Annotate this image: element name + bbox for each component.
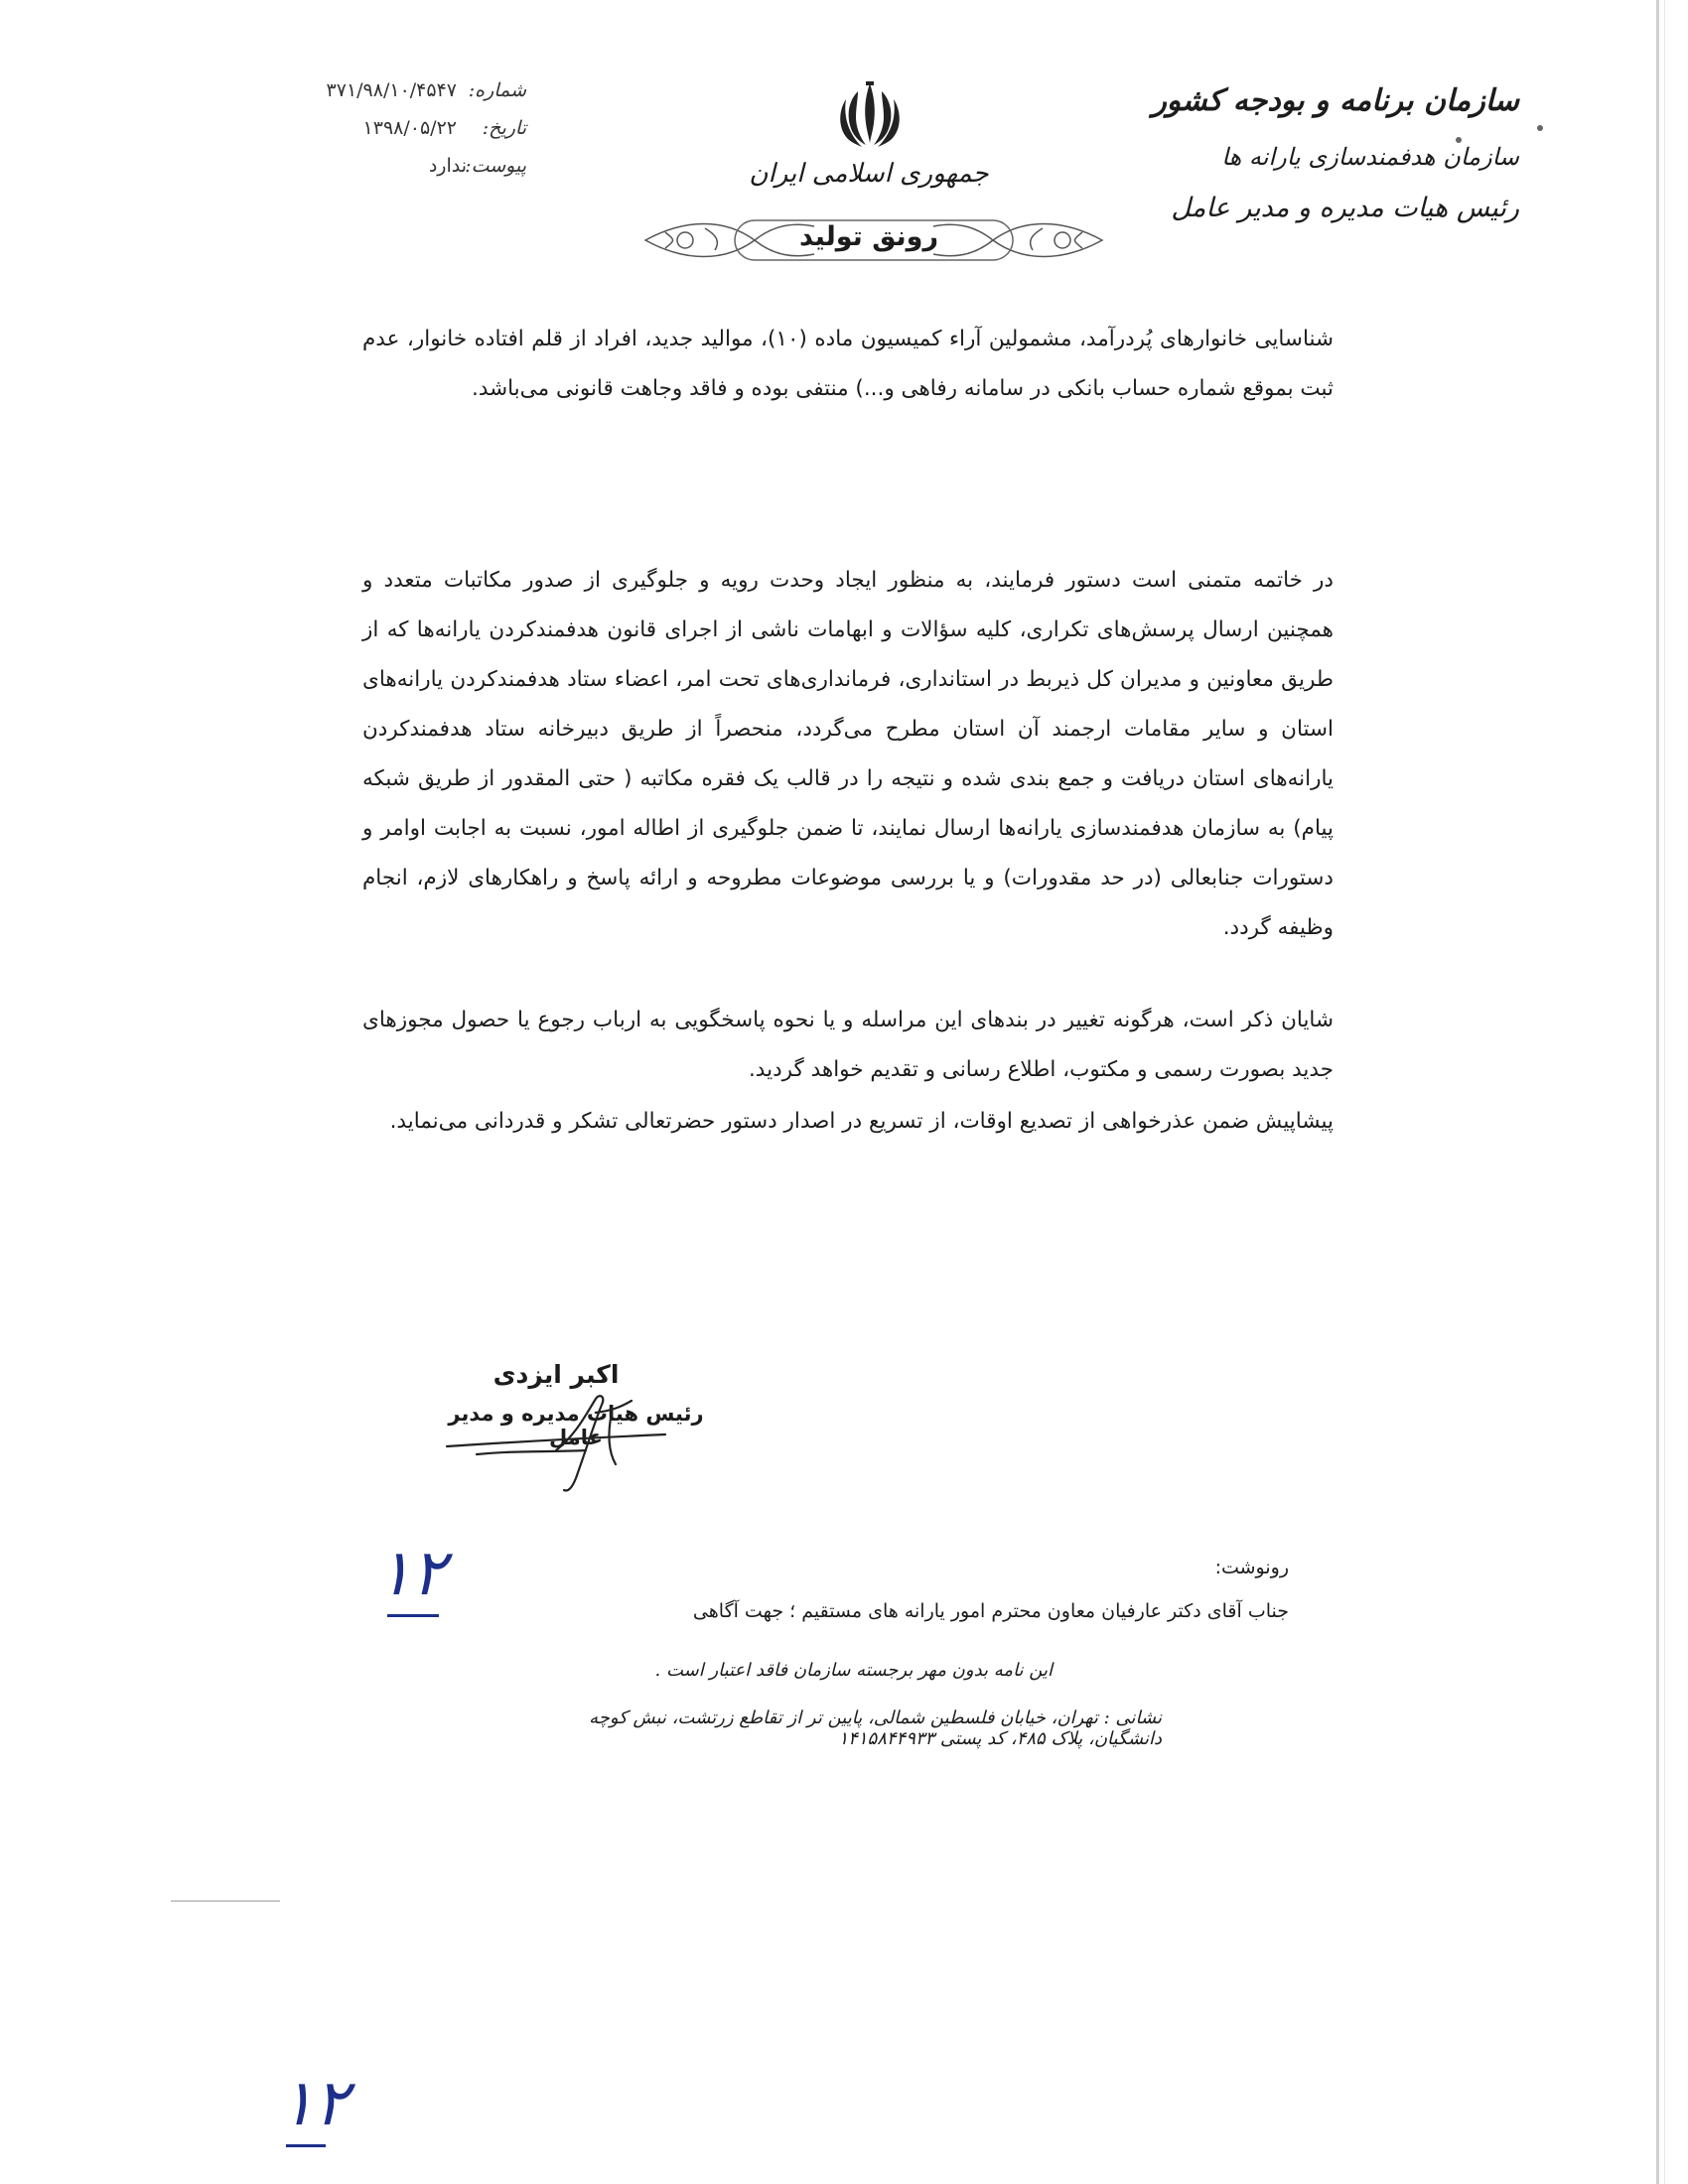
meta-attachment [268, 155, 526, 193]
org-subunit: سازمان هدفمندسازی یارانه ها [1221, 143, 1519, 171]
signer-title: رئیس هیات مدیره و مدیر عامل [448, 1402, 704, 1449]
handwritten-page-number-bottom: ۱۲ [280, 2067, 349, 2140]
handwritten-page-number: ۱۲ [377, 1537, 446, 1610]
page-edge-inner [1664, 0, 1665, 2184]
organization-header [1142, 71, 1519, 234]
meta-number-value: ۳۷۱/۹۸/۱۰/۴۵۴۷ [326, 79, 457, 101]
cc-label: رونوشت: [1214, 1557, 1289, 1578]
meta-date-label: تاریخ: [482, 117, 526, 139]
body-paragraph-2: در خاتمه متمنی است دستور فرمایند، به منظور ایجاد وحدت رویه و جلوگیری از صدور مکاتبات متعدد و همچنین ارسال پرسش‌های تکراری، کلیه سؤالات و ابهامات ناشی از اجرای قانون هدفمندکردن یارانه‌ها که از طریق معاونین و مدیران کل ذیربط در استانداری، فرمانداری‌های تحت امر، اعضاء ستاد هدفمندکردن یارانه‌های استان و سایر مقامات ارجمند آن استان مطرح می‌گردد، منحصراً از طریق دبیرخانه ستاد هدفمندکردن یارانه‌های استان دریافت و جمع بندی شده و نتیجه را در قالب یک فقره مکاتبه ( حتی المقدور از طریق شبکه پیام) به سازمان هدفمندسازی یارانه‌ها ارسال نمایند، تا ضمن جلوگیری از اطاله امور، نسبت به اجابت اوامر و دستورات جنابعالی (در حد مقدورات) و یا بررسی موضوعات مطروحه و ارائه پاسخ و راهکارهای لازم، انجام وظیفه گردد. [362, 568, 1334, 940]
cc-recipient: جناب آقای دکتر عارفیان معاون محترم امور یارانه های مستقیم ؛ جهت آگاهی [692, 1600, 1289, 1622]
letter-meta [268, 79, 526, 193]
handwritten-signature [437, 1355, 715, 1504]
iran-emblem-icon [830, 77, 910, 157]
organization-address: نشانی : تهران، خیابان فلسطین شمالی، پایین تر از تقاطع زرتشت، نبش کوچه دانشگیان، پلاک ۴۸۵، کد پستی ۱۴۱۵۸۴۴۹۳۳ [589, 1707, 1162, 1749]
org-position: رئیس هیات مدیره و مدیر عامل [1171, 193, 1519, 223]
page-number-underline-bottom [286, 2144, 326, 2147]
meta-attachment-label: پیوست: [465, 155, 526, 177]
slogan-title: رونق تولید [798, 221, 939, 252]
body-paragraph-1: شناسایی خانوارهای پُردرآمد، مشمولین آراء کمیسیون ماده (۱۰)، موالید جدید، افراد از قلم افتاده خانوار، عدم ثبت بموقع شماره حساب بانکی در سامانه رفاهی و...) منتفی بوده و فاقد وجاهت قانونی می‌باشد. [362, 327, 1334, 401]
page-edge [1656, 0, 1659, 2184]
validity-note: این نامه بدون مهر برجسته سازمان فاقد اعتبار است . [654, 1660, 1053, 1681]
page-number-underline [387, 1614, 439, 1617]
signer-name: اکبر ایزدی [492, 1360, 620, 1389]
meta-number-label: شماره: [468, 79, 526, 101]
body-paragraph-4: پیشاپیش ضمن عذرخواهی از تصدیع اوقات، از تسریع در اصدار دستور حضرتعالی تشکر و قدردانی می‌نماید. [389, 1109, 1334, 1134]
meta-date-value: ۱۳۹۸/۰۵/۲۲ [362, 117, 457, 139]
country-name: جمهوری اسلامی ایران [749, 159, 989, 189]
meta-attachment-value: ندارد [428, 155, 467, 177]
meta-number [268, 79, 526, 117]
speck [1537, 125, 1543, 131]
body-paragraph-3: شایان ذکر است، هرگونه تغییر در بندهای این مراسله و یا نحوه پاسخگویی به ارباب رجوع یا حصول مجوزهای جدید بصورت رسمی و مکتوب، اطلاع رسانی و تقدیم خواهد گردید. [362, 1008, 1334, 1082]
org-name: سازمان برنامه و بودجه کشور [1152, 83, 1519, 118]
margin-mark [171, 1900, 280, 1902]
meta-date [268, 117, 526, 155]
